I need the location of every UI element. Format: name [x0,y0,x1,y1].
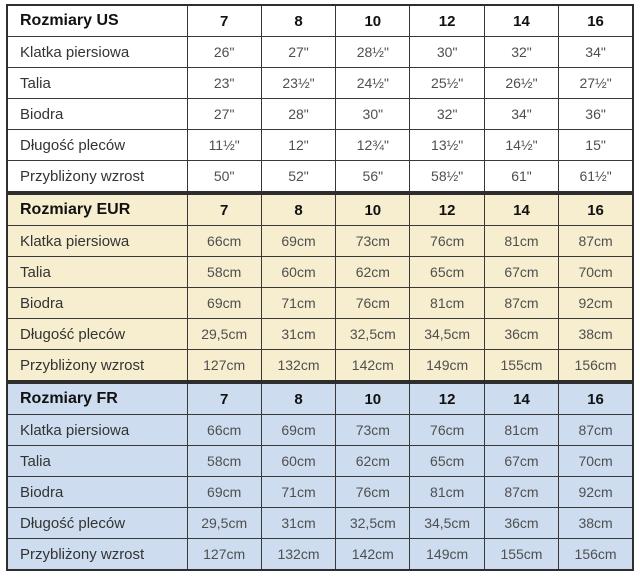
table-row [7,477,633,508]
value-cell: 52" [261,161,335,193]
value-cell: 34" [484,99,558,130]
value-cell: 155cm [484,350,558,382]
size-column-header: 14 [484,194,558,226]
value-cell: 31cm [261,508,335,539]
value-cell: 149cm [410,350,484,382]
section-title: Rozmiary EUR [7,194,187,226]
row-label: Przybliżony wzrost [7,539,187,571]
table-row [7,68,633,99]
value-cell: 156cm [559,350,633,382]
size-table-section [6,193,634,382]
table-row [7,319,633,350]
value-cell: 29,5cm [187,319,261,350]
value-cell: 69cm [261,415,335,446]
value-cell: 23" [187,68,261,99]
value-cell: 70cm [559,446,633,477]
row-label: Przybliżony wzrost [7,161,187,193]
value-cell: 58cm [187,446,261,477]
value-cell: 28" [261,99,335,130]
section-body [7,37,633,193]
value-cell: 14½" [484,130,558,161]
value-cell: 62cm [336,446,410,477]
size-column-header: 8 [261,5,335,37]
value-cell: 76cm [410,415,484,446]
size-column-header: 12 [410,5,484,37]
value-cell: 142cm [336,350,410,382]
size-column-header: 14 [484,5,558,37]
row-label: Przybliżony wzrost [7,350,187,382]
value-cell: 34" [559,37,633,68]
value-cell: 127cm [187,539,261,571]
table-row [7,508,633,539]
size-column-header: 16 [559,194,633,226]
value-cell: 60cm [261,446,335,477]
value-cell: 70cm [559,257,633,288]
value-cell: 66cm [187,415,261,446]
value-cell: 87cm [484,477,558,508]
value-cell: 27" [187,99,261,130]
size-column-header: 8 [261,194,335,226]
value-cell: 26" [187,37,261,68]
table-row [7,350,633,382]
value-cell: 12¾" [336,130,410,161]
value-cell: 15" [559,130,633,161]
size-column-header: 10 [336,194,410,226]
size-column-header: 12 [410,383,484,415]
table-row [7,37,633,68]
size-chart-sections [6,4,634,571]
size-column-header: 16 [559,5,633,37]
row-label: Klatka piersiowa [7,226,187,257]
value-cell: 58cm [187,257,261,288]
value-cell: 92cm [559,477,633,508]
table-row [7,130,633,161]
value-cell: 69cm [187,477,261,508]
value-cell: 67cm [484,257,558,288]
size-column-header: 10 [336,5,410,37]
value-cell: 69cm [187,288,261,319]
table-row [7,288,633,319]
table-row [7,446,633,477]
row-label: Długość pleców [7,130,187,161]
row-label: Długość pleców [7,508,187,539]
value-cell: 12" [261,130,335,161]
value-cell: 36cm [484,319,558,350]
size-column-header: 10 [336,383,410,415]
value-cell: 65cm [410,257,484,288]
value-cell: 127cm [187,350,261,382]
value-cell: 32,5cm [336,319,410,350]
value-cell: 155cm [484,539,558,571]
row-label: Biodra [7,99,187,130]
value-cell: 24½" [336,68,410,99]
value-cell: 69cm [261,226,335,257]
table-row [7,415,633,446]
row-label: Klatka piersiowa [7,37,187,68]
value-cell: 62cm [336,257,410,288]
value-cell: 31cm [261,319,335,350]
section-title: Rozmiary US [7,5,187,37]
value-cell: 73cm [336,415,410,446]
value-cell: 76cm [410,226,484,257]
row-label: Biodra [7,288,187,319]
section-body [7,415,633,571]
row-label: Długość pleców [7,319,187,350]
size-column-header: 12 [410,194,484,226]
value-cell: 30" [336,99,410,130]
value-cell: 149cm [410,539,484,571]
value-cell: 56" [336,161,410,193]
size-column-header: 7 [187,5,261,37]
value-cell: 13½" [410,130,484,161]
row-label: Klatka piersiowa [7,415,187,446]
value-cell: 61" [484,161,558,193]
size-column-header: 7 [187,383,261,415]
value-cell: 34,5cm [410,319,484,350]
table-row [7,257,633,288]
value-cell: 25½" [410,68,484,99]
value-cell: 71cm [261,288,335,319]
row-label: Talia [7,257,187,288]
row-label: Talia [7,68,187,99]
value-cell: 132cm [261,539,335,571]
value-cell: 58½" [410,161,484,193]
size-column-header: 16 [559,383,633,415]
value-cell: 87cm [484,288,558,319]
value-cell: 81cm [484,226,558,257]
table-row [7,539,633,571]
value-cell: 36" [559,99,633,130]
section-title: Rozmiary FR [7,383,187,415]
value-cell: 156cm [559,539,633,571]
value-cell: 38cm [559,319,633,350]
section-header-row [7,383,633,415]
value-cell: 61½" [559,161,633,193]
value-cell: 38cm [559,508,633,539]
value-cell: 71cm [261,477,335,508]
value-cell: 132cm [261,350,335,382]
size-table-section [6,4,634,193]
value-cell: 30" [410,37,484,68]
value-cell: 26½" [484,68,558,99]
row-label: Talia [7,446,187,477]
value-cell: 29,5cm [187,508,261,539]
value-cell: 32,5cm [336,508,410,539]
value-cell: 92cm [559,288,633,319]
value-cell: 81cm [484,415,558,446]
table-row [7,226,633,257]
size-column-header: 8 [261,383,335,415]
value-cell: 11½" [187,130,261,161]
size-column-header: 14 [484,383,558,415]
table-row [7,99,633,130]
value-cell: 76cm [336,288,410,319]
section-body [7,226,633,382]
table-row [7,161,633,193]
value-cell: 142cm [336,539,410,571]
value-cell: 32" [410,99,484,130]
value-cell: 73cm [336,226,410,257]
section-header-row [7,194,633,226]
value-cell: 27½" [559,68,633,99]
value-cell: 27" [261,37,335,68]
size-table-section [6,382,634,571]
value-cell: 81cm [410,477,484,508]
value-cell: 66cm [187,226,261,257]
value-cell: 87cm [559,415,633,446]
value-cell: 81cm [410,288,484,319]
value-cell: 32" [484,37,558,68]
value-cell: 50" [187,161,261,193]
value-cell: 28½" [336,37,410,68]
row-label: Biodra [7,477,187,508]
section-header-row [7,5,633,37]
value-cell: 23½" [261,68,335,99]
value-cell: 76cm [336,477,410,508]
value-cell: 60cm [261,257,335,288]
value-cell: 67cm [484,446,558,477]
size-column-header: 7 [187,194,261,226]
value-cell: 65cm [410,446,484,477]
value-cell: 34,5cm [410,508,484,539]
value-cell: 87cm [559,226,633,257]
value-cell: 36cm [484,508,558,539]
